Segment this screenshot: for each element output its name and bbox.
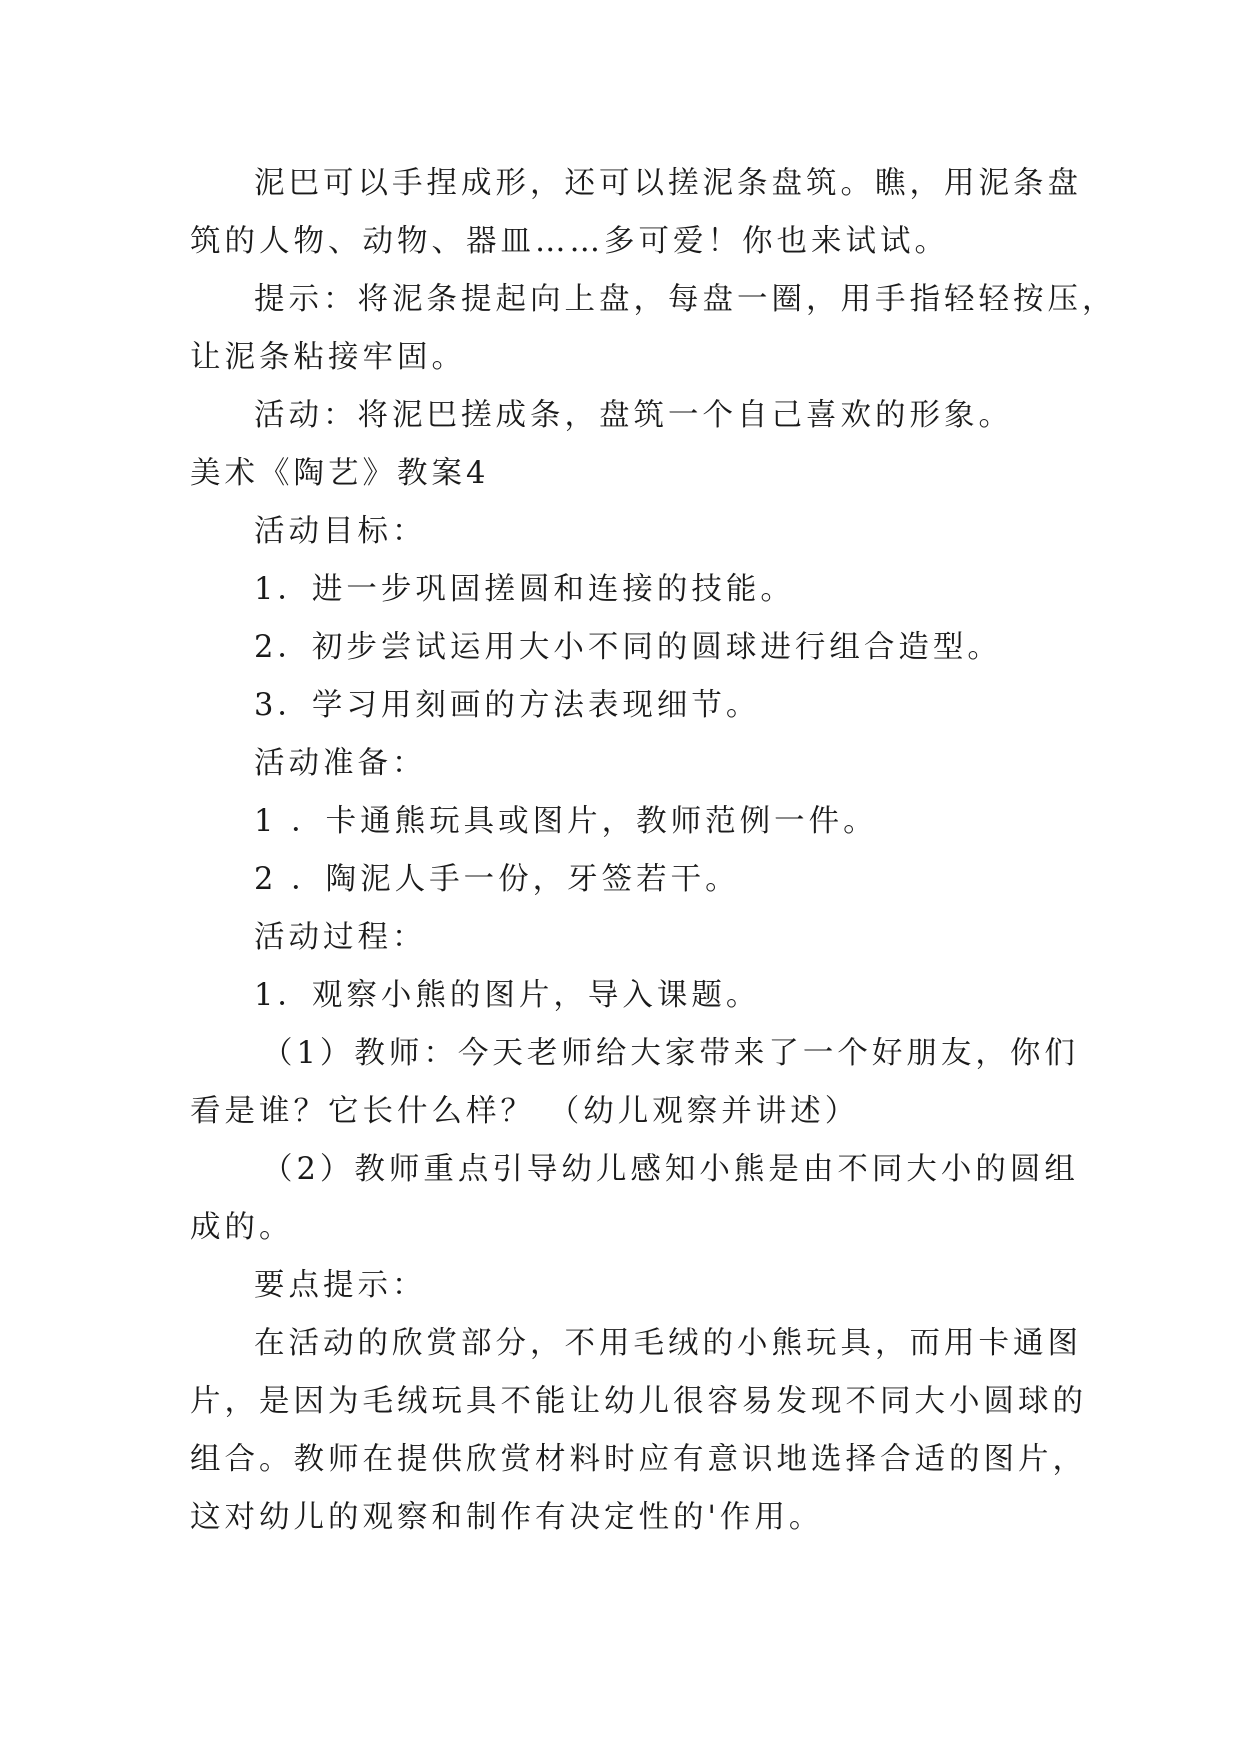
list-item: 1 ．卡通熊玩具或图片，教师范例一件。 bbox=[254, 804, 878, 839]
list-item: 1．观察小熊的图片，导入课题。 bbox=[254, 978, 761, 1013]
paragraph-line: 这对幼儿的观察和制作有决定性的'作用。 bbox=[190, 1500, 824, 1535]
list-item: 1．进一步巩固搓圆和连接的技能。 bbox=[254, 572, 795, 607]
list-item: 2 ．陶泥人手一份，牙签若干。 bbox=[254, 862, 740, 897]
paragraph-line: 看是谁？它长什么样？ （幼儿观察并讲述） bbox=[190, 1094, 860, 1129]
paragraph-line: （2）教师重点引导幼儿感知小熊是由不同大小的圆组 bbox=[262, 1152, 1079, 1187]
paragraph-line: 泥巴可以手捏成形，还可以搓泥条盘筑。瞧，用泥条盘 bbox=[254, 166, 1082, 201]
paragraph-line: 片，是因为毛绒玩具不能让幼儿很容易发现不同大小圆球的 bbox=[190, 1384, 1087, 1419]
paragraph-line: 成的。 bbox=[190, 1210, 294, 1245]
section-heading: 美术《陶艺》教案4 bbox=[190, 456, 490, 491]
paragraph-line: 活动：将泥巴搓成条，盘筑一个自己喜欢的形象。 bbox=[254, 398, 1013, 433]
paragraph-line: 让泥条粘接牢固。 bbox=[190, 340, 466, 375]
list-item: 2．初步尝试运用大小不同的圆球进行组合造型。 bbox=[254, 630, 1002, 665]
paragraph-line: 组合。教师在提供欣赏材料时应有意识地选择合适的图片， bbox=[190, 1442, 1087, 1477]
subheading: 要点提示： bbox=[254, 1268, 427, 1303]
paragraph-line: 筑的人物、动物、器皿……多可爱！你也来试试。 bbox=[190, 224, 949, 259]
list-item: 3．学习用刻画的方法表现细节。 bbox=[254, 688, 761, 723]
subheading: 活动准备： bbox=[254, 746, 427, 781]
paragraph-line: 提示：将泥条提起向上盘，每盘一圈，用手指轻轻按压， bbox=[254, 282, 1117, 317]
subheading: 活动目标： bbox=[254, 514, 427, 549]
paragraph-line: 在活动的欣赏部分，不用毛绒的小熊玩具，而用卡通图 bbox=[254, 1326, 1082, 1361]
subheading: 活动过程： bbox=[254, 920, 427, 955]
paragraph-line: （1）教师：今天老师给大家带来了一个好朋友，你们 bbox=[262, 1036, 1079, 1071]
